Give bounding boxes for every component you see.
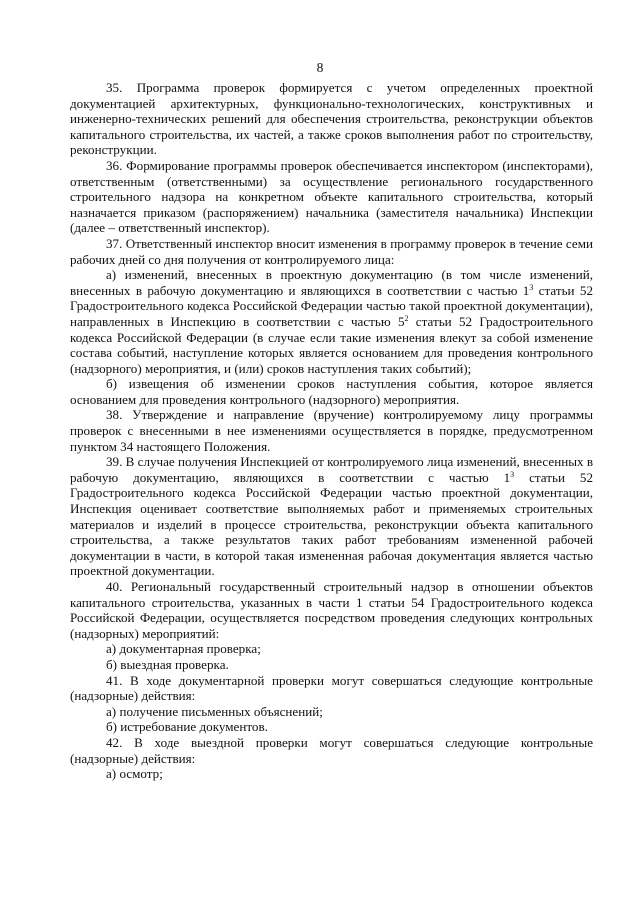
paragraph-36: 36. Формирование программы проверок обеспечивается инспектором (инспекторами), ответственным (ответственными) за осуществление регионального государственного строительного надзора на конкретном объекте капитального строительства, который назначается приказом (распоряжением) начальника (заместителя начальника) Инспекции (далее – ответственный инспектор). bbox=[70, 157, 593, 236]
superscript-1: 3 bbox=[529, 282, 534, 292]
paragraph-42: 42. В ходе выездной проверки могут совершаться следующие контрольные (надзорные) действия: bbox=[70, 734, 593, 766]
paragraph-35: 35. Программа проверок формируется с учетом определенных проектной документацией архитектурных, функционально-технологических, конструктивных и инженерно-технических решений для обеспечения строительства, реконструкции объектов капитального строительства, их частей, а также сроков выполнения работ по строительству, реконструкции. bbox=[70, 80, 593, 158]
paragraph-41: 41. В ходе документарной проверки могут совершаться следующие контрольные (надзорные) действия: bbox=[70, 672, 593, 704]
paragraph-40-b: б) выездная проверка. bbox=[106, 656, 229, 672]
paragraph-37: 37. Ответственный инспектор вносит изменения в программу проверок в течение семи рабочих дней со дня получения от контролируемого лица: bbox=[70, 235, 593, 267]
page-number: 8 bbox=[316, 60, 324, 75]
superscript-3: 3 bbox=[510, 469, 515, 479]
paragraph-37-a-text-3: статьи 52 Градостроительного кодекса Российской Федерации (в случае если такие изменения влекут за собой изменение состава событий, наступление которых является основанием для проведения контрольного (надзорного) мероприятия, и (или) сроков наступления таких событий); bbox=[70, 313, 593, 376]
paragraph-40: 40. Региональный государственный строительный надзор в отношении объектов капитального строительства, указанных в части 1 статьи 54 Градостроительного кодекса Российской Федерации, осуществляется посредством проведения следующих контрольных (надзорных) мероприятий: bbox=[70, 579, 593, 641]
paragraph-39 bbox=[70, 454, 593, 579]
paragraph-41-a: а) получение письменных объяснений; bbox=[106, 703, 323, 719]
paragraph-37-a-text-2: статьи 52 Градостроительного кодекса Российской Федерации частью такой проектной документации), направленных в Инспекцию в соответствии с частью 5 bbox=[70, 282, 593, 329]
paragraph-39-text-2: статьи 52 Градостроительного кодекса Российской Федерации частью проектной документации, Инспекция оценивает соответствие выполняемых работ и применяемых строительных материалов и изделий в процессе строительства, реконструкции объекта капитального строительства, а также результатов таких работ требованиям измененной рабочей документации в части, в которой такая измененная рабочая документация является частью проектной документации. bbox=[70, 469, 593, 579]
paragraph-39-text-1: 39. В случае получения Инспекцией от контролируемого лица изменений, внесенных в рабочую документацию, являющихся в соответствии с частью 1 bbox=[70, 454, 594, 485]
document-body bbox=[70, 80, 593, 782]
paragraph-38: 38. Утверждение и направление (вручение) контролируемому лицу программы проверок с внесенными в нее изменениями осуществляется в порядке, предусмотренном пунктом 34 настоящего Положения. bbox=[70, 407, 593, 454]
paragraph-37-b: б) извещения об изменении сроков наступления события, которое является основанием для проведения контрольного (надзорного) мероприятия. bbox=[70, 376, 593, 407]
paragraph-40-a: а) документарная проверка; bbox=[106, 641, 261, 657]
paragraph-37-a-text-1: а) изменений, внесенных в проектную документацию (в том числе изменений, внесенных в рабочую документацию и являющихся в соответствии с частью 1 bbox=[70, 267, 593, 298]
paragraph-37-a bbox=[70, 267, 593, 376]
paragraph-42-a: а) осмотр; bbox=[106, 766, 163, 782]
superscript-2: 2 bbox=[404, 313, 409, 323]
paragraph-41-b: б) истребование документов. bbox=[106, 719, 268, 735]
